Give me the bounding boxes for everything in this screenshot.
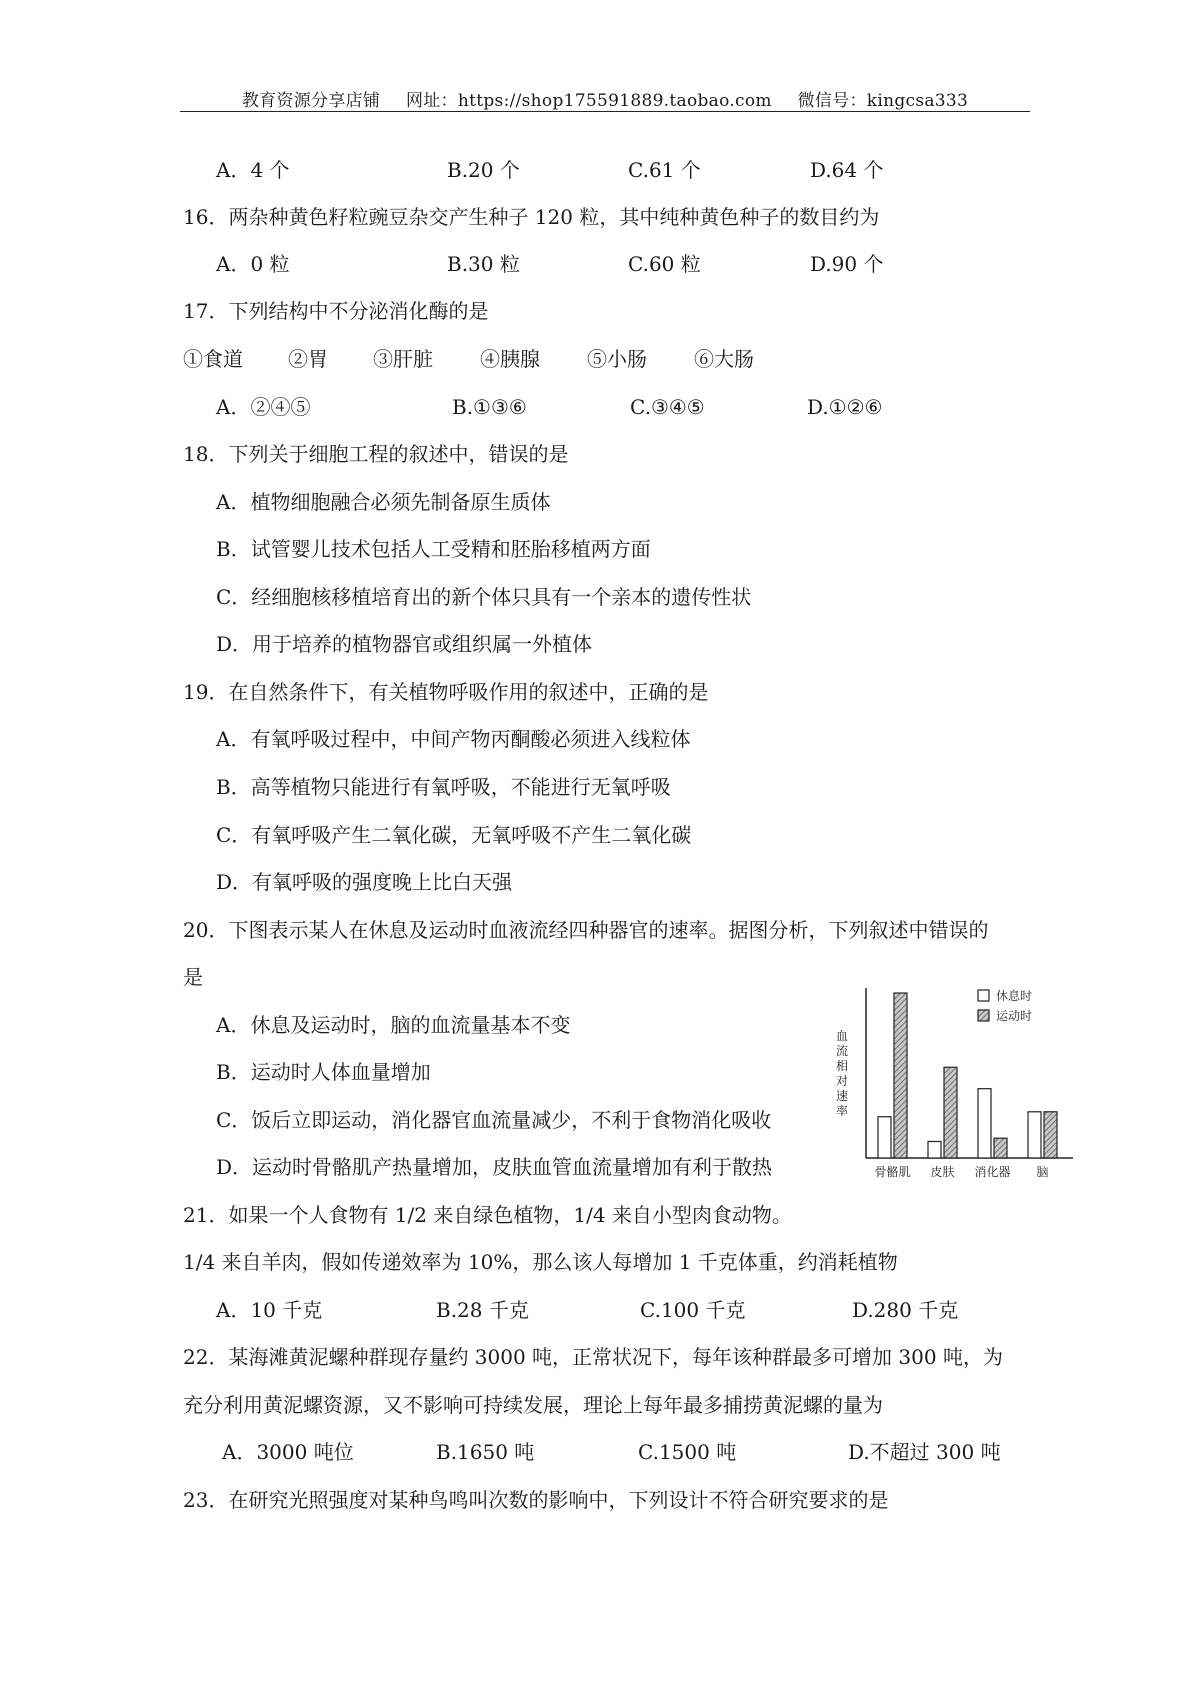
- q20-option-a: A．休息及运动时，脑的血流量基本不变: [216, 1013, 571, 1037]
- q16-option-c: C.60 粒: [628, 252, 701, 276]
- q17-item-2: ②胃: [288, 347, 328, 371]
- q19-option-b: B．高等植物只能进行有氧呼吸，不能进行无氧呼吸: [216, 775, 671, 799]
- header-shop: 教育资源分享店铺: [241, 91, 381, 111]
- chart-legend: [978, 988, 1032, 1023]
- legend-swatch-rest: [978, 990, 989, 1001]
- q19-option-c: C．有氧呼吸产生二氧化碳，无氧呼吸不产生二氧化碳: [216, 823, 692, 847]
- q19-option-d: D．有氧呼吸的强度晚上比白天强: [216, 870, 513, 894]
- q20-option-d: D．运动时骨骼肌产热量增加，皮肤血管血流量增加有利于散热: [216, 1155, 773, 1179]
- q15-option-b: B.20 个: [447, 158, 520, 182]
- legend-label-exercise: 运动时: [996, 1009, 1033, 1023]
- q17-item-3: ③肝脏: [373, 347, 433, 371]
- q17-option-b: B.①③⑥: [452, 395, 527, 419]
- q17-option-c: C.③④⑤: [630, 395, 705, 419]
- q17-item-4: ④胰腺: [480, 347, 540, 371]
- q18-option-d: D．用于培养的植物器官或组织属一外植体: [216, 632, 593, 656]
- q22-option-c: C.1500 吨: [638, 1440, 737, 1464]
- q19-stem: 19．在自然条件下，有关植物呼吸作用的叙述中，正确的是: [183, 680, 709, 704]
- q20-option-b: B．运动时人体血量增加: [216, 1060, 431, 1084]
- q18-option-c: C．经细胞核移植培育出的新个体只具有一个亲本的遗传性状: [216, 585, 752, 609]
- q16-option-a: A．0 粒: [216, 252, 290, 276]
- x-tick-labels: [874, 1164, 1048, 1179]
- q17-stem: 17．下列结构中不分泌消化酶的是: [183, 299, 489, 323]
- bar-rest-1: [928, 1142, 941, 1159]
- q22-option-d: D.不超过 300 吨: [848, 1440, 1001, 1464]
- x-tick-label-0: 骨骼肌: [874, 1165, 911, 1179]
- q21-option-d: D.280 千克: [852, 1298, 959, 1322]
- page-header: [180, 86, 1030, 111]
- q19-option-a: A．有氧呼吸过程中，中间产物丙酮酸必须进入线粒体: [216, 727, 691, 751]
- q15-option-d: D.64 个: [810, 158, 884, 182]
- q23-stem: 23．在研究光照强度对某种鸟鸣叫次数的影响中，下列设计不符合研究要求的是: [183, 1488, 889, 1512]
- x-tick-label-1: 皮肤: [930, 1165, 955, 1179]
- bar-rest-2: [978, 1089, 991, 1158]
- q22-option-a: A．3000 吨位: [222, 1440, 354, 1464]
- x-tick-label-3: 脑: [1036, 1165, 1049, 1179]
- q21-stem-line2: 1/4 来自羊肉，假如传递效率为 10%，那么该人每增加 1 千克体重，约消耗植物: [183, 1250, 898, 1274]
- q16-stem: 16．两杂种黄色籽粒豌豆杂交产生种子 120 粒，其中纯种黄色种子的数目约为: [183, 205, 880, 229]
- q20-stem-line1: 20．下图表示某人在休息及运动时血液流经四种器官的速率。据图分析，下列叙述中错误的: [183, 918, 989, 942]
- q22-stem-line1: 22．某海滩黄泥螺种群现存量约 3000 吨，正常状况下，每年该种群最多可增加 300 吨，为: [183, 1345, 1003, 1369]
- q17-item-5: ⑤小肠: [587, 347, 647, 371]
- q17-item-1: ①食道: [183, 347, 243, 371]
- header-rule: [180, 111, 1030, 112]
- header-url: 网址：https://shop175591889.taobao.com: [405, 91, 772, 111]
- bar-exercise-0: [894, 993, 907, 1158]
- y-axis-label: 血流相对速率: [835, 1029, 849, 1118]
- q21-option-a: A．10 千克: [216, 1298, 323, 1322]
- q22-option-b: B.1650 吨: [436, 1440, 535, 1464]
- q15-option-a: A．4 个: [216, 158, 290, 182]
- blood-flow-chart-svg: [828, 980, 1078, 1185]
- bar-exercise-3: [1044, 1112, 1057, 1158]
- blood-flow-chart: [828, 980, 1078, 1185]
- q21-stem-line1: 21．如果一个人食物有 1/2 来自绿色植物，1/4 来自小型肉食动物。: [183, 1203, 792, 1227]
- legend-swatch-exercise: [978, 1010, 989, 1021]
- q18-option-a: A．植物细胞融合必须先制备原生质体: [216, 490, 551, 514]
- x-tick-label-2: 消化器: [974, 1165, 1011, 1179]
- q20-option-c: C．饭后立即运动，消化器官血流量减少，不利于食物消化吸收: [216, 1108, 772, 1132]
- q20-stem-line2: 是: [183, 965, 203, 989]
- q22-stem-line2: 充分利用黄泥螺资源，又不影响可持续发展，理论上每年最多捕捞黄泥螺的量为: [183, 1393, 883, 1417]
- header-wechat: 微信号：kingcsa333: [797, 91, 969, 111]
- bar-exercise-2: [994, 1138, 1007, 1158]
- q17-item-6: ⑥大肠: [694, 347, 754, 371]
- bar-rest-0: [878, 1117, 891, 1158]
- bar-rest-3: [1028, 1112, 1041, 1158]
- q15-option-c: C.61 个: [628, 158, 701, 182]
- q18-option-b: B．试管婴儿技术包括人工受精和胚胎移植两方面: [216, 537, 651, 561]
- bar-exercise-1: [944, 1067, 957, 1158]
- legend-label-rest: 休息时: [996, 989, 1033, 1003]
- q18-stem: 18．下列关于细胞工程的叙述中，错误的是: [183, 442, 569, 466]
- q16-option-b: B.30 粒: [447, 252, 520, 276]
- q21-option-b: B.28 千克: [436, 1298, 529, 1322]
- q21-option-c: C.100 千克: [640, 1298, 746, 1322]
- q17-option-a: A．②④⑤: [216, 395, 311, 419]
- q16-option-d: D.90 个: [810, 252, 884, 276]
- q17-option-d: D.①②⑥: [807, 395, 883, 419]
